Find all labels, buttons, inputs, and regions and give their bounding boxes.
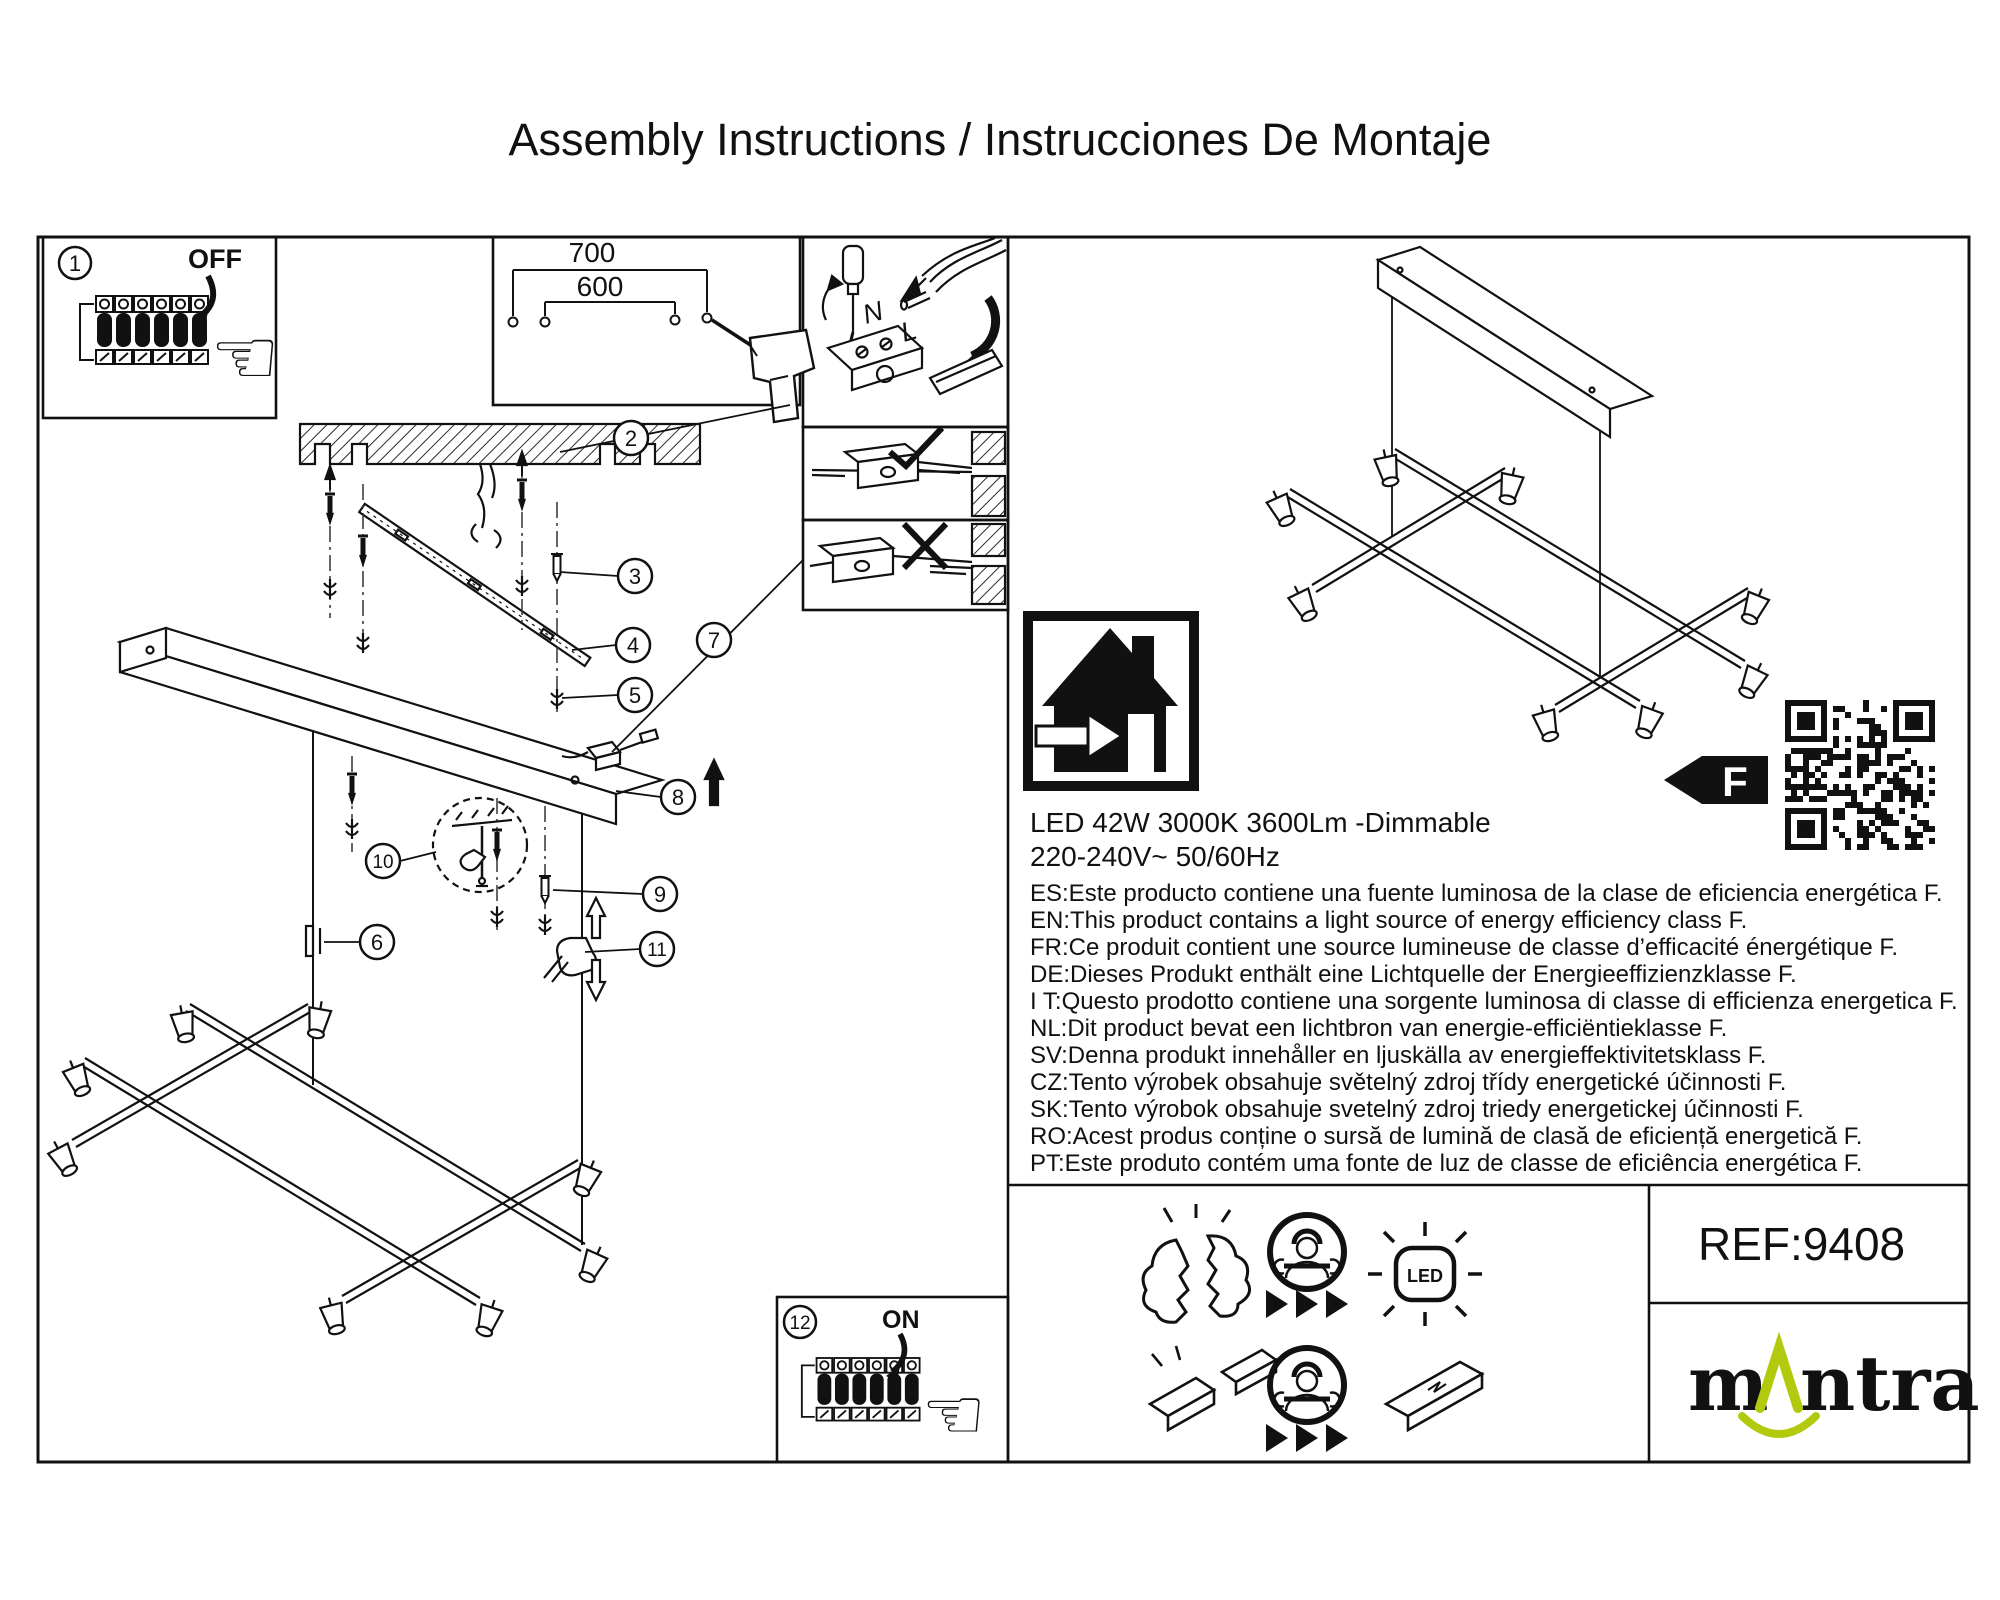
dimension-700: 700 (568, 237, 616, 268)
drill-icon (712, 320, 814, 422)
svg-text:1: 1 (68, 251, 82, 276)
arrow-up-icon (587, 898, 605, 938)
led-badge: LED (1407, 1266, 1443, 1286)
spec-text (1030, 807, 1958, 1177)
spec-line-de: DE:Dieses Produkt enthält eine Lichtquelle der Energieeffizienzklasse F. (1030, 961, 1797, 988)
qr-code (1785, 700, 1935, 850)
svg-text:6: 6 (370, 930, 384, 955)
adjust-hand-icon (544, 938, 596, 982)
page-title: Assembly Instructions / Instrucciones De Montaje (508, 114, 1492, 165)
callouts (59, 247, 816, 1338)
spec-line-fr: FR:Ce produit contient une source lumineuse de classe d’efficacité énergétique F. (1030, 934, 1899, 961)
step-2-panel (509, 237, 815, 422)
callout-1 (59, 247, 91, 279)
brand-rest: ntra (1800, 1339, 1980, 1428)
wiring-panel (823, 238, 1006, 394)
spec-line-en: EN:This product contains a light source of energy efficiency class F. (1030, 907, 1748, 934)
callout-9 (643, 877, 677, 911)
lift-arrow-icon (705, 760, 723, 805)
service-icons (1143, 1204, 1482, 1452)
screwdriver-icon (823, 246, 863, 344)
correct-panel (812, 428, 1005, 516)
cover-piece-icon (930, 350, 1002, 394)
svg-text:5: 5 (628, 683, 642, 708)
ceiling-wires-icon (471, 464, 500, 548)
svg-text:2: 2 (624, 426, 638, 451)
energy-class-label (1664, 756, 1768, 805)
callout-12 (784, 1306, 816, 1338)
indoor-use-icon (1028, 616, 1194, 786)
technician-icon (1270, 1215, 1344, 1289)
svg-text:10: 10 (372, 852, 394, 873)
terminal-n-label: N (859, 295, 887, 330)
arrows-icon (1266, 1290, 1348, 1318)
callout-7 (697, 623, 731, 657)
svg-text:11: 11 (647, 940, 667, 961)
supply-wires-icon (918, 238, 1006, 292)
terminal-l-label: L (897, 314, 921, 348)
detail-magnifier (433, 798, 527, 892)
fixture-frame (44, 999, 610, 1338)
rotate-arrow-icon (972, 298, 996, 356)
svg-text:3: 3 (628, 564, 642, 589)
breaker-icon (80, 296, 280, 403)
brand-m: m (1688, 1339, 1769, 1428)
spec-line-it: I T:Questo prodotto contiene una sorgente luminosa di classe di efficienza energetica F. (1030, 988, 1958, 1015)
broken-led-icon (1143, 1204, 1249, 1322)
exploded-view (44, 405, 803, 1339)
dimension-600: 600 (576, 271, 624, 302)
incorrect-panel (810, 524, 1005, 604)
svg-text:7: 7 (707, 628, 721, 653)
broken-driver-icon (1150, 1346, 1276, 1430)
step-1-panel (80, 244, 280, 403)
technician-icon-2 (1270, 1348, 1344, 1422)
spec-line-ro: RO:Acest produs conține o sursă de lumină de clasă de eficiență energetică F. (1030, 1123, 1863, 1150)
off-label: OFF (188, 244, 242, 274)
spec-power: LED 42W 3000K 3600Lm -Dimmable (1030, 807, 1491, 838)
callout-3 (618, 559, 652, 593)
mounting-rail (359, 504, 590, 666)
on-label: ON (882, 1306, 920, 1334)
svg-text:12: 12 (789, 1313, 811, 1334)
callout-2 (614, 421, 648, 455)
panel-borders (38, 237, 1969, 1462)
spec-line-nl: NL:Dit product bevat een lichtbron van energie-efficiëntieklasse F. (1030, 1015, 1728, 1042)
callout-6 (360, 925, 394, 959)
callout-11 (640, 932, 674, 966)
svg-text:4: 4 (626, 633, 640, 658)
assembled-fixture (1263, 247, 1772, 744)
spec-line-sk: SK:Tento výrobok obsahuje svetelný zdroj triedy energetickej účinnosti F. (1030, 1096, 1804, 1123)
callout-8 (661, 780, 695, 814)
brand-logo (1688, 1339, 1980, 1434)
step-12-panel (802, 1306, 986, 1456)
svg-text:8: 8 (671, 785, 685, 810)
spec-line-es: ES:Este producto contiene una fuente luminosa de la clase de eficiencia energética F. (1030, 880, 1943, 907)
led-lamp-icon (1368, 1222, 1482, 1326)
spec-line-sv: SV:Denna produkt innehåller en ljuskälla av energieffektivitetsklass F. (1030, 1042, 1767, 1069)
spec-line-cz: CZ:Tento výrobek obsahuje světelný zdroj třídy energetické účinnosti F. (1030, 1069, 1787, 1096)
callout-5 (618, 678, 652, 712)
callout-4 (616, 628, 650, 662)
energy-class-letter: F (1722, 758, 1748, 805)
cable-pin-icon (306, 926, 320, 956)
spec-voltage: 220-240V~ 50/60Hz (1030, 841, 1280, 872)
callout-10 (366, 844, 400, 878)
ref-number: REF:9408 (1698, 1218, 1906, 1270)
spec-line-pt: PT:Este produto contém uma fonte de luz de classe de eficiência energética F. (1030, 1150, 1863, 1177)
arrows-icon-2 (1266, 1424, 1348, 1452)
driver-icon (1386, 1362, 1482, 1430)
svg-text:9: 9 (653, 882, 667, 907)
assembly-diagram: ☜ Assembly Instructions / Instrucciones De Montaje OFF 700 600 N L LED 42W 3000K 3600Lm -Dimmable 220-240V~ 50/60Hz ES:Este producto contiene una fuente luminosa de la clase de eficiencia energética F. EN:This product contains a light source of energy efficiency class F. FR:Ce produit contient une source lumineuse de classe d’efficacité énergétique F. DE:Dieses Produkt enthält eine Lichtquelle der Energieeffizienzklasse F. I T:Questo prodotto contiene una sorgente luminosa di classe di efficienza energetica F. NL:Dit product bevat een lichtbron van energie-efficiëntieklasse F. SV:Denna produkt innehåller en ljuskälla av energieffektivitetsklass F. CZ:Tento výrobek obsahuje světelný zdroj třídy energetické účinnosti F. SK:Tento výrobok obsahuje svetelný zdroj triedy energetickej účinnosti F. RO:Acest produs conține o sursă de lumină de clasă de eficiență energetică F. PT:Este produto contém uma fonte de luz de classe de eficiência energética F. F LED ON 1 2 3 4 5 6 7 8 9 10 11 12 REF:9408 m ntra (0, 0, 2000, 1600)
cross-icon (904, 524, 946, 568)
